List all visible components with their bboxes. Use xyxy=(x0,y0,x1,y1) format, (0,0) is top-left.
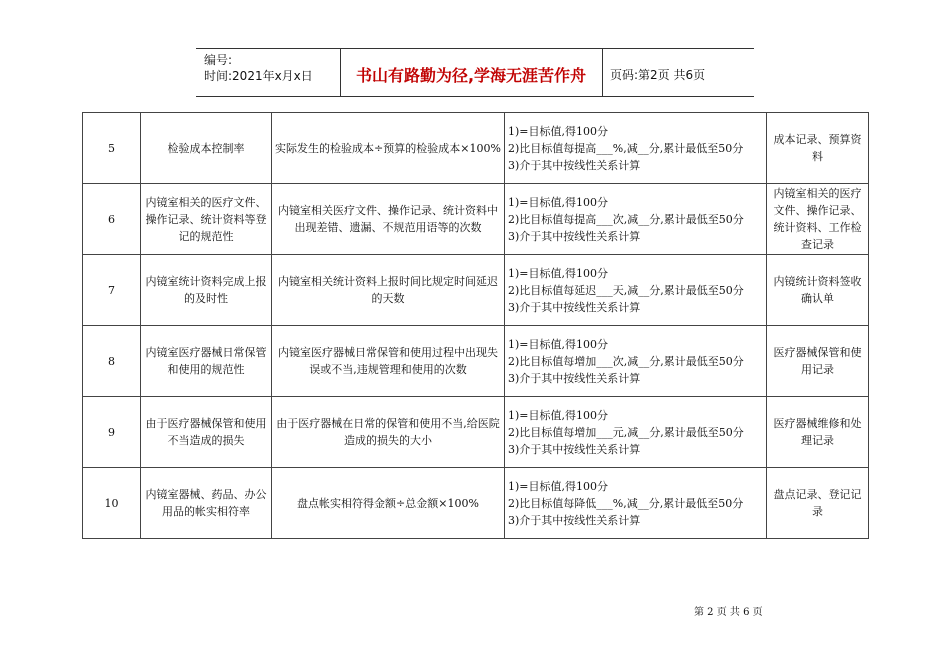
indicator-name-cell: 由于医疗器械保管和使用不当造成的损失 xyxy=(141,397,272,468)
scoring-rule-line: 2)比目标值每延迟___天,减__分,累计最低至50分 xyxy=(508,283,744,297)
scoring-rule-line: 3)介于其中按线性关系计算 xyxy=(508,371,641,385)
scoring-rule-line: 1)=目标值,得100分 xyxy=(508,195,608,209)
scoring-rule-cell xyxy=(505,184,767,255)
scoring-rule-line: 2)比目标值每提高___%,减__分,累计最低至50分 xyxy=(508,141,744,155)
document-number-label: 编号: xyxy=(204,53,233,67)
indicator-name-cell: 检验成本控制率 xyxy=(141,113,272,184)
table-row xyxy=(83,255,869,326)
formula-cell: 由于医疗器械在日常的保管和使用不当,给医院造成的损失的大小 xyxy=(272,397,505,468)
header-bottom-rule xyxy=(196,96,754,97)
scoring-rule-line: 2)比目标值每提高___次,减__分,累计最低至50分 xyxy=(508,212,744,226)
scoring-rule-line: 1)=目标值,得100分 xyxy=(508,479,608,493)
page-footer: 第 2 页 共 6 页 xyxy=(694,607,763,618)
header-meta xyxy=(204,52,313,84)
data-source-cell: 内镜室相关的医疗文件、操作记录、统计资料、工作检查记录 xyxy=(767,184,869,255)
scoring-rule-line: 3)介于其中按线性关系计算 xyxy=(508,513,641,527)
data-source-cell: 盘点记录、登记记录 xyxy=(767,468,869,539)
row-number-cell: 8 xyxy=(83,326,141,397)
indicator-name-cell: 内镜室医疗器械日常保管和使用的规范性 xyxy=(141,326,272,397)
header-motto: 书山有路勤为径,学海无涯苦作舟 xyxy=(355,66,587,85)
table-row xyxy=(83,397,869,468)
scoring-rule-line: 3)介于其中按线性关系计算 xyxy=(508,158,641,172)
header-divider xyxy=(602,48,603,96)
indicator-name-cell: 内镜室统计资料完成上报的及时性 xyxy=(141,255,272,326)
row-number-cell: 5 xyxy=(83,113,141,184)
data-source-cell: 医疗器械维修和处理记录 xyxy=(767,397,869,468)
data-source-cell: 成本记录、预算资料 xyxy=(767,113,869,184)
scoring-rule-line: 2)比目标值每降低___%,减__分,累计最低至50分 xyxy=(508,496,744,510)
indicator-name-cell: 内镜室相关的医疗文件、操作记录、统计资料等登记的规范性 xyxy=(141,184,272,255)
scoring-rule-line: 3)介于其中按线性关系计算 xyxy=(508,300,641,314)
row-number-cell: 10 xyxy=(83,468,141,539)
scoring-rule-line: 1)=目标值,得100分 xyxy=(508,408,608,422)
formula-cell: 内镜室相关统计资料上报时间比规定时间延迟的天数 xyxy=(272,255,505,326)
formula-cell: 盘点帐实相符得金额÷总金额×100% xyxy=(272,468,505,539)
formula-cell: 内镜室相关医疗文件、操作记录、统计资料中出现差错、遗漏、不规范用语等的次数 xyxy=(272,184,505,255)
row-number-cell: 6 xyxy=(83,184,141,255)
kpi-table xyxy=(82,112,869,539)
scoring-rule-line: 2)比目标值每增加___元,减__分,累计最低至50分 xyxy=(508,425,744,439)
scoring-rule-cell xyxy=(505,326,767,397)
scoring-rule-cell xyxy=(505,255,767,326)
formula-cell: 实际发生的检验成本÷预算的检验成本×100% xyxy=(272,113,505,184)
scoring-rule-line: 3)介于其中按线性关系计算 xyxy=(508,442,641,456)
scoring-rule-line: 3)介于其中按线性关系计算 xyxy=(508,229,641,243)
data-source-cell: 内镜统计资料签收确认单 xyxy=(767,255,869,326)
table-row xyxy=(83,468,869,539)
table-row xyxy=(83,113,869,184)
scoring-rule-cell xyxy=(505,397,767,468)
indicator-name-cell: 内镜室器械、药品、办公用品的帐实相符率 xyxy=(141,468,272,539)
header-top-rule xyxy=(196,48,754,49)
row-number-cell: 9 xyxy=(83,397,141,468)
scoring-rule-line: 1)=目标值,得100分 xyxy=(508,124,608,138)
table-row xyxy=(83,326,869,397)
table-row xyxy=(83,184,869,255)
scoring-rule-cell xyxy=(505,113,767,184)
header-page-number: 页码:第2页 共6页 xyxy=(610,68,706,82)
document-time-label: 时间:2021年x月x日 xyxy=(204,69,313,83)
scoring-rule-line: 2)比目标值每增加___次,减__分,累计最低至50分 xyxy=(508,354,744,368)
kpi-table-body xyxy=(83,113,869,539)
row-number-cell: 7 xyxy=(83,255,141,326)
scoring-rule-line: 1)=目标值,得100分 xyxy=(508,337,608,351)
data-source-cell: 医疗器械保管和使用记录 xyxy=(767,326,869,397)
formula-cell: 内镜室医疗器械日常保管和使用过程中出现失误或不当,违规管理和使用的次数 xyxy=(272,326,505,397)
scoring-rule-line: 1)=目标值,得100分 xyxy=(508,266,608,280)
scoring-rule-cell xyxy=(505,468,767,539)
